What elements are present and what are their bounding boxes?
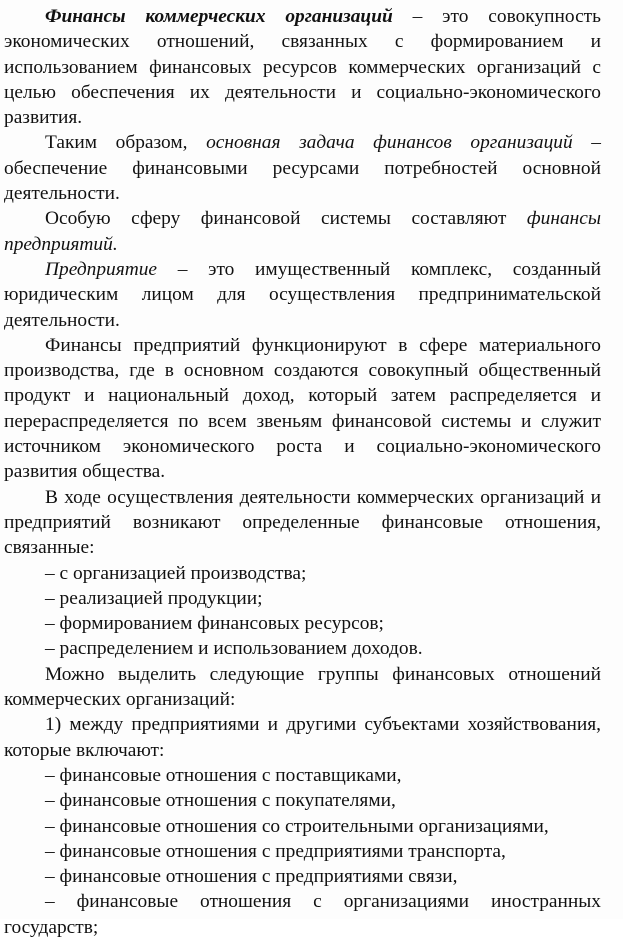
term-enterprise-finance: финансы предприятий.: [4, 208, 601, 255]
paragraph-special-sphere: [4, 206, 601, 257]
term-commercial-finance: Финансы коммерческих организаций: [45, 6, 393, 27]
list-item: – распределением и использованием доходов.: [45, 638, 423, 660]
list-item: – реализацией продукции;: [45, 587, 263, 609]
term-main-task: основная задача финансов организаций: [206, 132, 573, 154]
paragraph-enterprise-definition: [4, 257, 601, 333]
paragraph-enterprise-finance-function: Финансы предприятий функционируют в сфере материального производства, где в основном создаются совокупный общественный продукт и национальный доход, который затем распределяется и перераспределяется по всем звеньям финансовой системы и служит источником экономического роста и социально-экономического развития общества.: [4, 334, 601, 483]
list-item: – формированием финансовых ресурсов;: [45, 613, 384, 635]
list-item: – финансовые отношения с предприятиями связи,: [45, 866, 458, 888]
page-text: [4, 4, 601, 940]
paragraph-relation-groups: Можно выделить следующие группы финансовых отношений коммерческих организаций:: [4, 663, 601, 711]
lead-text: Таким образом,: [45, 132, 207, 154]
definition-text: – это совокупность экономических отношений, связанных с формированием и использованием финансовых ресурсов коммерческих организаций с целью обеспечения их деятельности и социально-экономического развития.: [4, 6, 601, 129]
paragraph-main-task: [4, 130, 601, 206]
enterprise-definition-text: – это имущественный комплекс, созданный юридическим лицом для осуществления предпринимательской деятельности.: [4, 258, 601, 331]
list-item: – финансовые отношения с предприятиями транспорта,: [45, 840, 506, 862]
list-item: – финансовые отношения с организациями иностранных государств;: [4, 891, 601, 938]
list-item: – финансовые отношения с покупателями,: [45, 790, 396, 812]
paragraph-definition-commercial-finance: [4, 4, 601, 130]
paragraph-financial-relations: В ходе осуществления деятельности коммерческих организаций и предприятий возникают определенные финансовые отношения, связанные:: [4, 486, 601, 559]
list-item: – финансовые отношения с поставщиками,: [45, 764, 402, 786]
list-item: – финансовые отношения со строительными организациями,: [45, 815, 549, 837]
main-task-text: – обеспечение финансовыми ресурсами потребностей основной деятельности.: [4, 132, 601, 205]
list-item: – с организацией производства;: [45, 562, 307, 584]
paragraph-group-one: 1) между предприятиями и другими субъектами хозяйствования, которые включают:: [4, 714, 601, 761]
term-enterprise: Предприятие: [45, 258, 158, 280]
lead-text: Особую сферу финансовой системы составляют: [45, 208, 527, 230]
